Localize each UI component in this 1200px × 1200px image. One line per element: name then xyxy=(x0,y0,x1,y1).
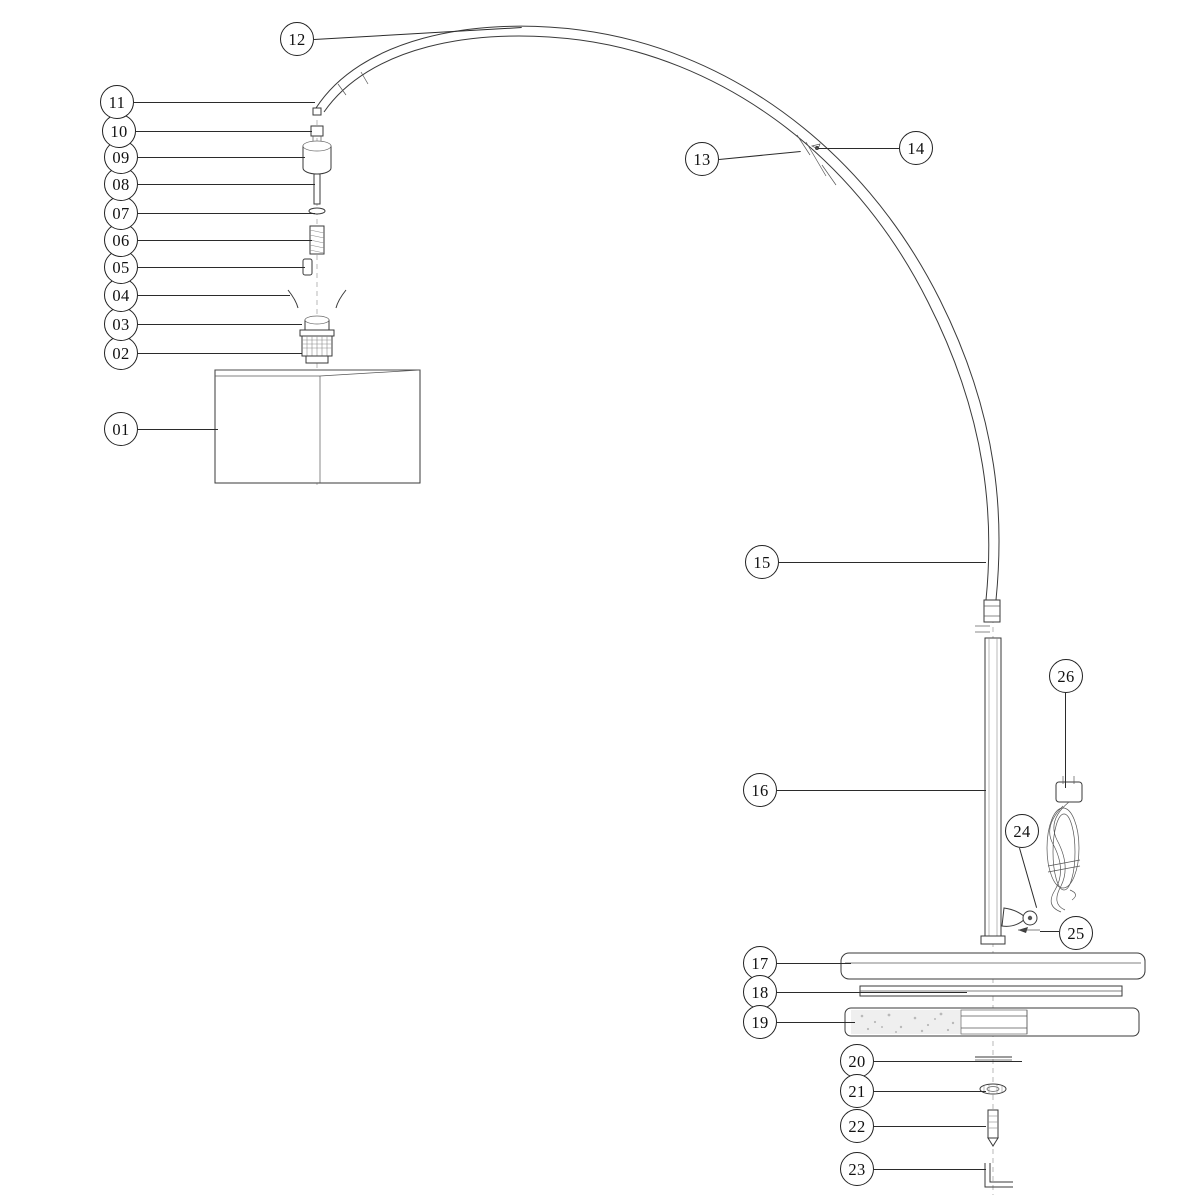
base-mid-plate-part-18 xyxy=(860,986,1122,996)
lamp-shade-part-01 xyxy=(215,370,420,483)
callout-15[interactable]: 15 xyxy=(745,545,779,579)
leader-line xyxy=(874,1061,1022,1062)
callout-04[interactable]: 04 xyxy=(104,278,138,312)
power-cord-part-26 xyxy=(1047,776,1082,912)
leader-line xyxy=(777,1022,855,1023)
callout-13[interactable]: 13 xyxy=(685,142,719,176)
stone-base-part-19 xyxy=(845,1008,1139,1036)
leader-line xyxy=(138,240,312,241)
leader-line xyxy=(138,324,302,325)
leader-line xyxy=(777,992,967,993)
callout-14[interactable]: 14 xyxy=(899,131,933,165)
finial-part-11 xyxy=(313,108,321,115)
leader-line xyxy=(777,963,851,964)
flat-washer-part-20 xyxy=(975,1057,1012,1060)
leader-line xyxy=(874,1091,986,1092)
callout-22[interactable]: 22 xyxy=(840,1109,874,1143)
leader-line xyxy=(138,353,302,354)
leader-line xyxy=(874,1169,986,1170)
callout-19[interactable]: 19 xyxy=(743,1005,777,1039)
leader-line xyxy=(138,184,315,185)
callout-12[interactable]: 12 xyxy=(280,22,314,56)
callout-05[interactable]: 05 xyxy=(104,250,138,284)
callout-03[interactable]: 03 xyxy=(104,307,138,341)
callout-17[interactable]: 17 xyxy=(743,946,777,980)
callout-21[interactable]: 21 xyxy=(840,1074,874,1108)
lamp-socket-part-02 xyxy=(302,336,332,363)
leader-line xyxy=(818,148,899,149)
leader-line xyxy=(138,267,305,268)
callout-25[interactable]: 25 xyxy=(1059,916,1093,950)
leader-line xyxy=(138,295,290,296)
callout-09[interactable]: 09 xyxy=(104,140,138,174)
allen-key-part-23 xyxy=(985,1163,1013,1187)
callout-06[interactable]: 06 xyxy=(104,223,138,257)
callout-26[interactable]: 26 xyxy=(1049,659,1083,693)
leader-line xyxy=(779,562,986,563)
leader-line xyxy=(138,213,315,214)
pole-part-16 xyxy=(981,638,1005,944)
callout-11[interactable]: 11 xyxy=(100,85,134,119)
callout-18[interactable]: 18 xyxy=(743,975,777,1009)
leader-line xyxy=(777,790,986,791)
callout-01[interactable]: 01 xyxy=(104,412,138,446)
callout-08[interactable]: 08 xyxy=(104,167,138,201)
leader-line xyxy=(138,429,218,430)
leader-line xyxy=(1065,693,1066,788)
leader-line xyxy=(874,1126,986,1127)
arc-tube xyxy=(316,26,999,600)
callout-24[interactable]: 24 xyxy=(1005,814,1039,848)
cord-grommet-part-24 xyxy=(1002,908,1040,933)
callout-20[interactable]: 20 xyxy=(840,1044,874,1078)
bolt-part-22 xyxy=(988,1110,998,1146)
arc-lower-joint-part-15 xyxy=(975,600,1000,632)
base-top-disc-part-17 xyxy=(841,953,1145,979)
socket-shell-part-03 xyxy=(300,316,334,336)
nut-part-21 xyxy=(980,1084,1006,1094)
leader-line xyxy=(134,102,315,103)
callout-02[interactable]: 02 xyxy=(104,336,138,370)
leader-line xyxy=(136,131,312,132)
callout-23[interactable]: 23 xyxy=(840,1152,874,1186)
callout-10[interactable]: 10 xyxy=(102,114,136,148)
shade-cup-part-09 xyxy=(303,141,331,174)
leader-line xyxy=(138,157,305,158)
callout-07[interactable]: 07 xyxy=(104,196,138,230)
callout-16[interactable]: 16 xyxy=(743,773,777,807)
leader-line xyxy=(1040,931,1059,932)
threaded-sleeve-part-06 xyxy=(310,226,324,254)
rod-part-08 xyxy=(314,174,320,204)
